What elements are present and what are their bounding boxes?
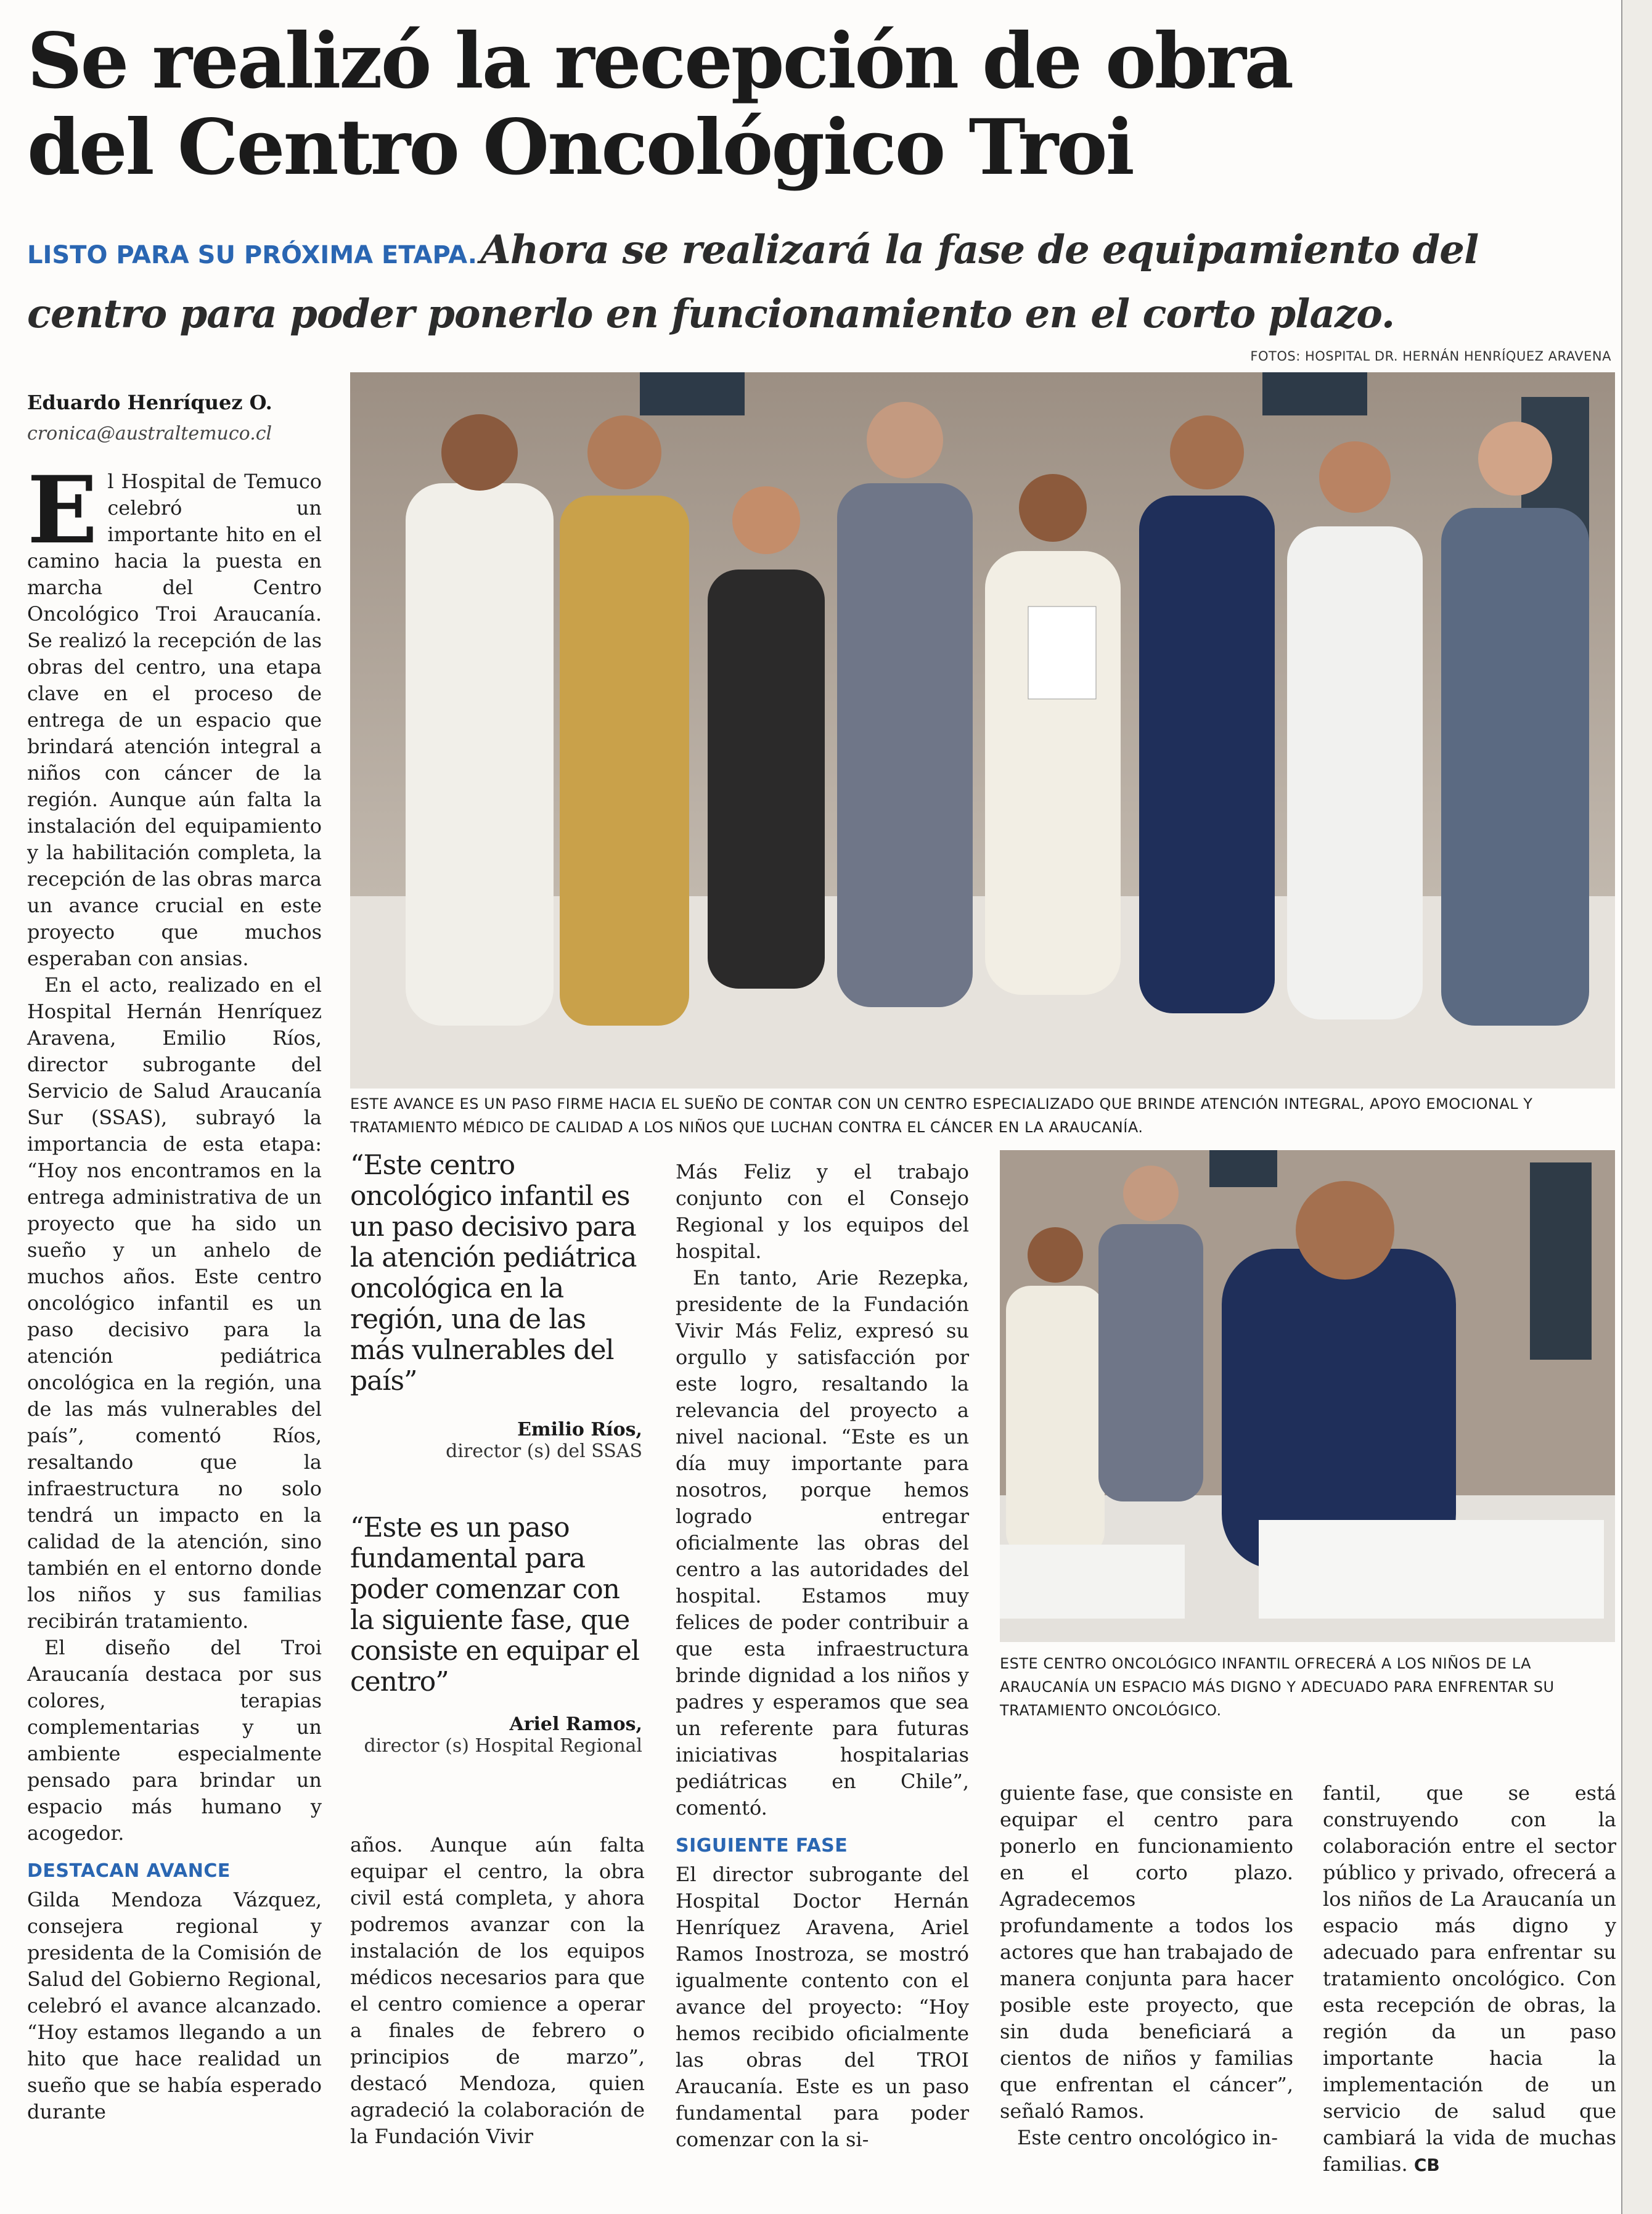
paragraph-closing-start: Este centro oncológico in- bbox=[1017, 2126, 1278, 2149]
article-column-3 bbox=[676, 1159, 969, 2153]
group-photo-illustration bbox=[350, 372, 1615, 1089]
pull-quote-role: director (s) Hospital Regional bbox=[364, 1735, 642, 1757]
paragraph-rezepka: En tanto, Arie Rezepka, presidente de la Fundación Vivir Más Feliz, expresó su orgullo y satisfacción por este logro, resaltando la relevancia del proyecto a nivel nacional. “Este es un día muy importante para nosotros, porque hemos logrado entregar oficialmente las obras del centro a las autoridades del hospital. Estamos muy felices de poder contribuir a que esta infraestructura brinde dignidad a los niños y padres y esperamos que sea un referente para futuras iniciativas hospitalarias pediátricas en Chile”, comentó. bbox=[676, 1266, 969, 1820]
author-name: Eduardo Henríquez O. bbox=[27, 391, 272, 414]
paragraph-intro: l Hospital de Temuco celebró un importante hito en el camino hacia la puesta en marcha del Centro Oncológico Troi Araucanía. Se realizó la recepción de las obras del centro, una etapa clave en el proceso de entrega de un espacio que brindará atención integral a niños con cáncer de la región. Aunque aún falta la instalación del equipamiento y la habilitación completa, la recepción de las obras marca un avance crucial en este proyecto que muchos esperaban con ansias. bbox=[27, 470, 322, 970]
paragraph-ramos: El director subrogante del Hospital Doctor Hernán Henríquez Aravena, Ariel Ramos Inostroza, se mostró igualmente contento con el avance del proyecto: “Hoy hemos recibido oficialmente las obras del TROI Araucanía. Este es un paso fundamental para poder comenzar con la si- bbox=[676, 1863, 969, 2151]
photo-2-caption: ESTE CENTRO ONCOLÓGICO INFANTIL OFRECERÁ A LOS NIÑOS DE LA ARAUCANÍA UN ESPACIO MÁS DIGNO Y ADECUADO PARA ENFRENTAR SU TRATAMIENTO ONCOLÓGICO. bbox=[1000, 1655, 1555, 1719]
paragraph-mendoza: Gilda Mendoza Vázquez, consejera regional y presidenta de la Comisión de Salud del Gobierno Regional, celebró el avance alcanzado. “Hoy estamos llegando a un hito que hace realidad un sueño que se había esperado durante bbox=[27, 1888, 322, 2123]
pull-quote-ramos bbox=[350, 1513, 642, 1757]
adjacent-page-edge bbox=[1621, 0, 1652, 2214]
headline-line-2: del Centro Oncológico Troi bbox=[27, 103, 1133, 192]
photo-credit: FOTOS: HOSPITAL DR. HERNÁN HENRÍQUEZ ARAVENA bbox=[1250, 349, 1611, 364]
headline-line-1: Se realizó la recepción de obra bbox=[27, 17, 1293, 106]
subheadline-text: Ahora se realizará la fase de equipamiento del centro para poder ponerlo en funcionamiento en el corto plazo. bbox=[27, 227, 1479, 337]
article-column-1 bbox=[27, 456, 322, 2125]
photo-1-caption: ESTE AVANCE ES UN PASO FIRME HACIA EL SUEÑO DE CONTAR CON UN CENTRO ESPECIALIZADO QUE BRINDE ATENCIÓN INTEGRAL, APOYO EMOCIONAL Y TRATAMIENTO MÉDICO DE CALIDAD A LOS NIÑOS QUE LUCHAN CONTRA EL CÁNCER EN LA ARAUCANÍA. bbox=[350, 1095, 1533, 1136]
pull-quote-rios bbox=[350, 1150, 642, 1462]
paragraph-mendoza-cont: años. Aunque aún falta equipar el centro, la obra civil está completa, y ahora podremos avanzar con la instalación de los equipos médicos necesarios para que el centro comience a operar a finales de febrero o principios de marzo”, destacó Mendoza, quien agradeció la colaboración de la Fundación Vivir bbox=[350, 1833, 645, 2148]
article-column-4 bbox=[1000, 1780, 1293, 2151]
pull-quote-text: “Este es un paso fundamental para poder comenzar con la siguiente fase, que consiste en equipar el centro” bbox=[350, 1512, 639, 1697]
paragraph-fundacion: Más Feliz y el trabajo conjunto con el Consejo Regional y los equipos del hospital. bbox=[676, 1160, 969, 1263]
section-heading-destacan: DESTACAN AVANCE bbox=[27, 1860, 231, 1882]
paragraph-closing bbox=[1323, 1780, 1616, 2178]
signing-photo bbox=[1000, 1150, 1615, 1642]
article-column-2 bbox=[350, 1832, 645, 2150]
section-heading-siguiente: SIGUIENTE FASE bbox=[676, 1835, 848, 1857]
paragraph-closing-text: fantil, que se está construyendo con la colaboración entre el sector público y privado, ofrecerá a los niños de La Araucanía un espacio más digno y adecuado para enfrentar su tratamiento oncológico. Con esta recepción de obras, la región da un paso importante hacia la implementación de un servicio de salud que cambiará la vida de muchas familias. bbox=[1323, 1781, 1616, 2176]
subheadline bbox=[27, 223, 1624, 351]
end-mark: CB bbox=[1413, 2155, 1440, 2175]
pull-quote-text: “Este centro oncológico infantil es un paso decisivo para la atención pediátrica oncológica en la región, una de las más vulnerables del país” bbox=[350, 1150, 637, 1397]
pull-quote-name: Ariel Ramos, bbox=[509, 1714, 642, 1735]
pull-quote-name: Emilio Ríos, bbox=[517, 1419, 642, 1440]
paragraph-ramos-cont: guiente fase, que consiste en equipar el centro para ponerlo en funcionamiento en el corto plazo. Agradecemos profundamente a todos los actores que han trabajado de manera conjunta para hacer posible este proyecto, que sin duda beneficiará a cientos de niños y familias que enfrentan el cáncer”, señaló Ramos. bbox=[1000, 1781, 1293, 2123]
pull-quote-role: director (s) del SSAS bbox=[446, 1440, 642, 1462]
paragraph-rios: En el acto, realizado en el Hospital Hernán Henríquez Aravena, Emilio Ríos, director subrogante del Servicio de Salud Araucanía Sur (SSAS), subrayó la importancia de esta etapa: “Hoy nos encontramos en la entrega administrativa de un proyecto que ha sido un sueño y un anhelo de muchos años. Este centro oncológico infantil es un paso decisivo para la atención pediátrica oncológica en la región, una de las más vulnerables del país”, comentó Ríos, resaltando que la infraestructura no solo tendrá un impacto en la calidad de la atención, sino también en el entorno donde los niños y sus familias recibirán tratamiento. bbox=[27, 973, 322, 1633]
drop-cap: E bbox=[27, 456, 98, 565]
signing-photo-illustration bbox=[1000, 1150, 1615, 1642]
article-column-5 bbox=[1323, 1780, 1616, 2178]
paragraph-design: El diseño del Troi Araucanía destaca por sus colores, terapias complementarias y un ambiente especialmente pensado para brindar un espacio más humano y acogedor. bbox=[27, 1636, 322, 1845]
headline bbox=[27, 18, 1605, 191]
group-photo bbox=[350, 372, 1615, 1089]
author-email: cronica@australtemuco.cl bbox=[27, 423, 272, 444]
kicker: LISTO PARA SU PRÓXIMA ETAPA. bbox=[27, 241, 477, 269]
